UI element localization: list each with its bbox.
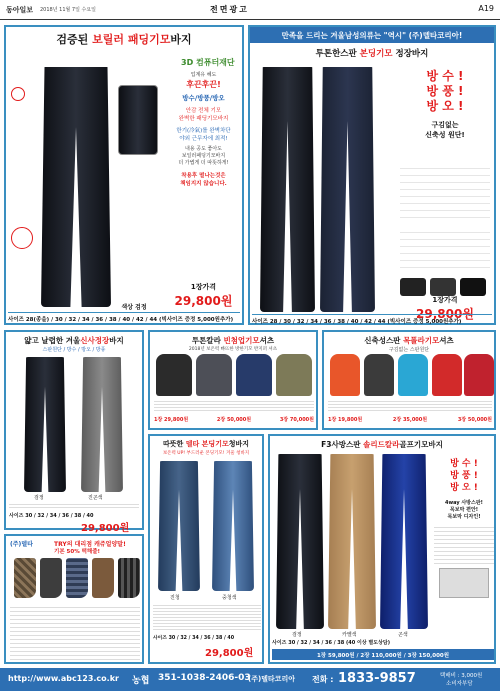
two-tone-black-pants-image: [260, 67, 315, 312]
feature-text: 업계유 혜도: [190, 72, 217, 78]
feature-text: 방수/방풍/방오: [182, 94, 225, 102]
color-label: 진곤색: [88, 495, 103, 501]
feature-text: 내용 공도 좋아도: [185, 146, 222, 152]
feature-text: 한기(冷氣)를 완벽차단: [176, 128, 231, 134]
color-label: 카멜색: [342, 632, 357, 638]
order-footer: [0, 668, 500, 691]
page-header: [0, 0, 500, 20]
section-title: 전면광고: [210, 5, 249, 14]
suit-grey-pants-image: [81, 357, 123, 492]
highlight-circle-icon: [11, 227, 33, 249]
sock-image: [118, 558, 140, 598]
suit-pants-subtitle: 스판원단 / 방수 / 방오 / 방풍: [42, 347, 106, 353]
color-label: 진곤색: [340, 313, 355, 319]
price-value: 1장 19,800원: [328, 417, 363, 423]
website-link[interactable]: http://www.abc123.co.kr: [8, 674, 119, 683]
price-value: 3장 50,000원: [457, 417, 492, 423]
padded-pants-image: [41, 67, 111, 307]
suit-pants-price: 29,800원: [81, 523, 130, 534]
zip-shirt-title: 투톤칼라 빈첨업기모셔츠: [191, 336, 275, 345]
note-text: 구김없는: [431, 121, 459, 129]
feature-text: 책임지지 않습니다.: [180, 181, 227, 187]
padding-pants-color: 색상 검정: [121, 304, 147, 311]
turtleneck-image: [398, 354, 428, 396]
price-value: 2장 50,000원: [216, 417, 252, 423]
turtleneck-image: [464, 354, 494, 396]
slogan-text: 방 오 !: [426, 99, 464, 113]
publication-date: 2018년 11월 7일 수요일: [40, 7, 97, 13]
socks-panel: [4, 534, 144, 664]
jeans-panel: [148, 434, 264, 664]
padding-pants-title: 검증된 보릴러 패딩기모바지: [56, 33, 192, 46]
jeans-dark-image: [158, 461, 200, 591]
stretch-text: 4way 사방스판!: [445, 500, 483, 506]
sock-image: [14, 558, 36, 598]
delivery-note: 소비자부담: [446, 681, 473, 687]
padding-pants-features: [166, 72, 241, 187]
turtleneck-image: [330, 354, 360, 396]
slogan-text: 방 풍 !: [426, 84, 464, 98]
turtleneck-image: [364, 354, 394, 396]
two-tone-pants-title: 투톤한스판 본딩기모 정장바지: [315, 49, 429, 59]
color-label: 검정: [34, 495, 44, 501]
two-tone-navy-pants-image: [320, 67, 375, 312]
feature-text: 야외 근무자에 최적!: [179, 136, 228, 142]
jeans-title: 따뜻한 델타 본딩기모청바지: [162, 440, 250, 448]
two-tone-pants-panel: [248, 25, 496, 325]
price-value: 3장 70,000원: [279, 417, 314, 423]
golf-black-pants-image: [276, 454, 324, 629]
jeans-sizes: 사이즈 30 / 32 / 34 / 36 / 38 / 40: [153, 636, 235, 641]
phone-number[interactable]: 1833-9857: [338, 671, 416, 686]
sweater-image: [156, 354, 192, 396]
sweater-image: [276, 354, 312, 396]
turtleneck-panel: [322, 330, 496, 430]
sock-image: [92, 558, 114, 598]
slogan-text: 방 수 !: [450, 459, 478, 469]
zip-shirt-subtitle: 2018년 보온력 빠뜨한 방한기모 반지퍼 셔츠: [188, 347, 278, 352]
turtleneck-title: 신축성스판 목폴라기모셔츠: [364, 336, 454, 345]
turtleneck-subtitle: 구김없는 스판원단: [388, 347, 430, 353]
padded-pants-closeup-image: [118, 85, 158, 155]
color-label: 중청색: [222, 595, 237, 601]
delivery-fee: 택배비 : 3,000원: [440, 673, 483, 679]
label-3d-cut: 3D 컴퓨터재단: [181, 58, 235, 67]
suit-pants-sizes: 사이즈 30 / 32 / 34 / 36 / 38 / 40: [9, 513, 94, 519]
top-banner: 만족을 드리는 겨울남성의류는 "역시" (주)델타코리아!: [250, 27, 494, 43]
golf-camel-pants-image: [328, 454, 376, 629]
price-label: 1장가격: [432, 296, 458, 304]
padding-pants-price-block: [166, 282, 241, 309]
feature-text: 착용후 떨나는것은: [181, 173, 226, 179]
golf-pants-title: F3사방스판 솔리드칼라골프기모바지: [321, 440, 443, 449]
color-label: 진청: [170, 595, 180, 601]
bank-account: 351-1038-2406-03: [158, 673, 251, 683]
feature-text: 보일러패딩기모바지: [181, 153, 226, 159]
bank-label: 농협: [132, 676, 150, 686]
sweater-image: [196, 354, 232, 396]
feature-text: 완벽한 패딩기모바지: [178, 116, 229, 122]
zip-shirt-prices: [154, 416, 314, 423]
price-label: 1장가격: [190, 283, 217, 291]
sock-image: [66, 558, 88, 598]
price-value: 29,800원: [416, 307, 474, 321]
socks-subtitle: 기본 50% 떡해줄!: [54, 549, 101, 555]
feature-text: 안감 전체 기모: [185, 108, 222, 114]
golf-pants-sizes: 사이즈 30 / 32 / 34 / 36 / 38 (40 이상 별도상담): [272, 640, 390, 646]
zip-shirt-panel: [148, 330, 318, 430]
feature-text: 더 가볍게 더 따뜻하게!: [178, 160, 229, 166]
golf-navy-pants-image: [380, 454, 428, 629]
note-text: 신축성 원단!: [425, 131, 465, 139]
golf-pants-slogans: [434, 458, 494, 598]
two-tone-description: [400, 162, 490, 296]
highlight-circle-icon: [11, 87, 25, 101]
golf-pants-prices: 1장 59,800원 / 2장 110,000원 / 3장 150,000원: [272, 649, 494, 660]
stretch-text: 목보막 디자인!: [447, 514, 481, 520]
socks-brand: (주)델타: [10, 541, 33, 548]
color-label: 검정: [292, 632, 302, 638]
golf-pants-panel: [268, 434, 496, 664]
phone-label: 전화 :: [312, 675, 334, 684]
stretch-text: 목보막 편안!: [449, 507, 479, 513]
suit-pants-panel: [4, 330, 144, 534]
slogan-text: 방 풍 !: [450, 471, 478, 481]
price-value: 2장 35,000원: [392, 417, 428, 423]
suit-black-pants-image: [24, 357, 66, 492]
suit-pants-title: 얇고 날렵한 겨울신사정장바지: [24, 336, 124, 345]
jeans-price: 29,800원: [205, 648, 254, 659]
slogan-text: 방 수 !: [426, 69, 464, 83]
color-label: 검정: [285, 313, 295, 319]
padding-pants-panel: [4, 25, 244, 325]
jeans-medium-image: [212, 461, 254, 591]
page-number: A19: [478, 4, 494, 13]
turtleneck-image: [432, 354, 462, 396]
sock-image: [40, 558, 62, 598]
feature-text: 후끈후끈!: [186, 80, 221, 89]
price-value: 29,800원: [174, 294, 233, 308]
two-tone-slogans: [400, 69, 490, 140]
turtleneck-prices: [328, 416, 492, 423]
publication-name: 동아일보: [6, 6, 34, 14]
company-name: (주)델타코리아: [248, 675, 295, 683]
padding-pants-sizes: 사이즈 28(종을) / 30 / 32 / 34 / 36 / 38 / 40 / 42 / 44 (빅사이즈 증정 5,000원추가): [8, 312, 240, 323]
slogan-text: 방 오 !: [450, 483, 478, 493]
socks-title: TRY의 대리점 캐쥬얼양말!: [54, 541, 126, 548]
sweater-image: [236, 354, 272, 396]
color-label: 곤색: [398, 632, 408, 638]
price-value: 1장 29,800원: [154, 417, 189, 423]
two-tone-sizes: 사이즈 28 / 30 / 32 / 34 / 36 / 38 / 40 / 42 / 44 (빅사이즈 증정 5,000원추가): [252, 314, 492, 325]
jeans-subtitle: 보온력 UP! 부드러운 본딩기모! 겨울 청바지: [162, 451, 250, 456]
